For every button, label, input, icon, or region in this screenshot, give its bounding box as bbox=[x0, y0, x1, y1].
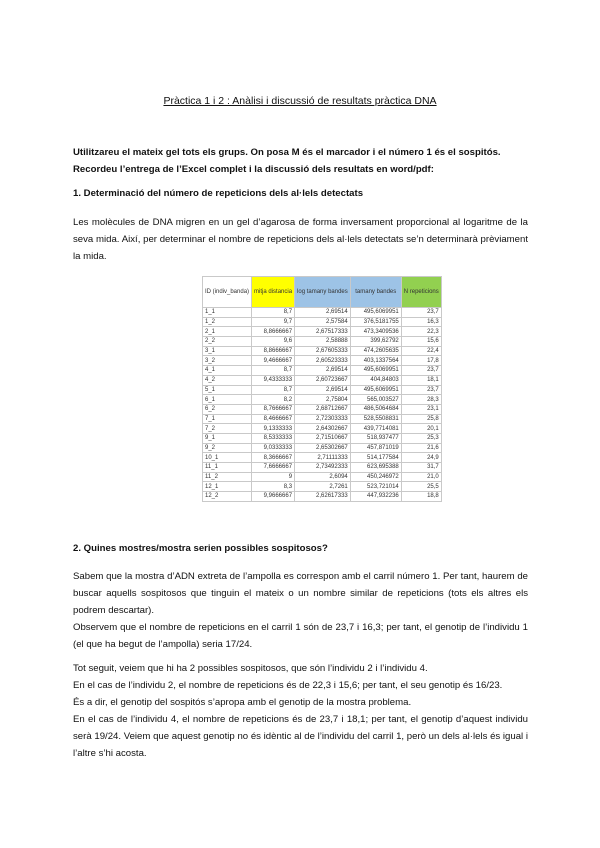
table-cell: 403,1337564 bbox=[350, 356, 401, 366]
table-cell: 15,6 bbox=[401, 337, 441, 347]
table-cell: 10_1 bbox=[203, 453, 252, 463]
table-cell: 473,3409536 bbox=[350, 327, 401, 337]
table-cell: 528,5508831 bbox=[350, 414, 401, 424]
table-row bbox=[203, 395, 442, 405]
table-cell: 9_2 bbox=[203, 443, 252, 453]
table-cell: 376,5181755 bbox=[350, 317, 401, 327]
table-row bbox=[203, 375, 442, 385]
table-cell: 1_2 bbox=[203, 317, 252, 327]
table-cell: 11_2 bbox=[203, 472, 252, 482]
table-cell: 2,60523333 bbox=[295, 356, 351, 366]
table-row bbox=[203, 346, 442, 356]
section-2-paragraph-5: En el cas de l’individu 4, el nombre de repeticions és de 23,7 i 18,1; per tant, el genotip d’aquest individu serà 19/24. Veiem que aquest genotip no és idèntic al de l’individu del carril 1, però un dels al·lels és igual i l’altre s’hi acosta. bbox=[73, 714, 528, 759]
table-row bbox=[203, 453, 442, 463]
table-cell: 8,5333333 bbox=[252, 433, 295, 443]
table-row bbox=[203, 472, 442, 482]
results-table bbox=[202, 276, 442, 502]
table-cell: 399,62792 bbox=[350, 337, 401, 347]
table-row bbox=[203, 463, 442, 473]
table-header-row bbox=[203, 277, 442, 308]
table-cell: 2,65302667 bbox=[295, 443, 351, 453]
table-cell: 565,003527 bbox=[350, 395, 401, 405]
table-cell: 523,721014 bbox=[350, 482, 401, 492]
table-row bbox=[203, 337, 442, 347]
table-cell: 24,9 bbox=[401, 453, 441, 463]
table-cell: 25,5 bbox=[401, 482, 441, 492]
section-2-paragraph-4a: En el cas de l’individu 2, el nombre de repeticions és de 22,3 i 15,6; per tant, el seu genotip és 16/23. bbox=[73, 680, 503, 691]
table-cell: 25,8 bbox=[401, 414, 441, 424]
section-1-heading: 1. Determinació del número de repeticions dels al·lels detectats bbox=[73, 188, 364, 199]
table-cell: 9,7 bbox=[252, 317, 295, 327]
table-cell: 22,4 bbox=[401, 346, 441, 356]
section-2-paragraph-3: Tot seguit, veiem que hi ha 2 possibles sospitosos, que són l’individu 2 i l’individu 4. bbox=[73, 663, 428, 674]
table-cell: 2,73492333 bbox=[295, 463, 351, 473]
table-body bbox=[203, 308, 442, 502]
table-cell: 18,1 bbox=[401, 375, 441, 385]
table-cell: 8,7 bbox=[252, 308, 295, 318]
section-2-paragraph-2: Observem que el nombre de repeticions en el carril 1 són de 23,7 i 16,3; per tant, el genotip de l’individu 1 (el que ha begut de l’ampolla) seria 17/24. bbox=[73, 622, 528, 650]
table-cell: 3_2 bbox=[203, 356, 252, 366]
table-cell: 2,64302667 bbox=[295, 424, 351, 434]
table-cell: 8,3 bbox=[252, 482, 295, 492]
table-cell: 2,71111333 bbox=[295, 453, 351, 463]
table-cell: 5_1 bbox=[203, 385, 252, 395]
table-cell: 23,1 bbox=[401, 404, 441, 414]
table-cell: 18,8 bbox=[401, 492, 441, 502]
table-cell: 6_1 bbox=[203, 395, 252, 405]
header-size: tamany bandes bbox=[350, 277, 401, 308]
table-row bbox=[203, 385, 442, 395]
section-2-paragraph-1: Sabem que la mostra d’ADN extreta de l’ampolla es correspon amb el carril número 1. Per tant, haurem de buscar aquells sospitosos que tinguin el mateix o un nombre similar de repeticions (tots els altres els podrem descartar). bbox=[73, 571, 528, 616]
table-cell: 2_1 bbox=[203, 327, 252, 337]
table-row bbox=[203, 308, 442, 318]
table-cell: 2,72303333 bbox=[295, 414, 351, 424]
table-cell: 2,6094 bbox=[295, 472, 351, 482]
table-cell: 12_1 bbox=[203, 482, 252, 492]
table-cell: 2,69514 bbox=[295, 385, 351, 395]
table-cell: 1_1 bbox=[203, 308, 252, 318]
table-cell: 2,58888 bbox=[295, 337, 351, 347]
table-cell: 7,6666667 bbox=[252, 463, 295, 473]
table-cell: 495,6069951 bbox=[350, 385, 401, 395]
table-cell: 9 bbox=[252, 472, 295, 482]
table-row bbox=[203, 317, 442, 327]
table-cell: 16,3 bbox=[401, 317, 441, 327]
table-cell: 7_2 bbox=[203, 424, 252, 434]
table-cell: 457,871019 bbox=[350, 443, 401, 453]
table-cell: 3_1 bbox=[203, 346, 252, 356]
table-cell: 11_1 bbox=[203, 463, 252, 473]
table-cell: 21,6 bbox=[401, 443, 441, 453]
table-cell: 4_1 bbox=[203, 366, 252, 376]
table-cell: 7_1 bbox=[203, 414, 252, 424]
table-cell: 23,7 bbox=[401, 366, 441, 376]
table-row bbox=[203, 492, 442, 502]
table-cell: 2_2 bbox=[203, 337, 252, 347]
table-cell: 8,4666667 bbox=[252, 414, 295, 424]
table-row bbox=[203, 404, 442, 414]
table-cell: 2,57584 bbox=[295, 317, 351, 327]
table-cell: 495,6069951 bbox=[350, 308, 401, 318]
table-cell: 8,8666667 bbox=[252, 327, 295, 337]
table-row bbox=[203, 356, 442, 366]
table-row bbox=[203, 482, 442, 492]
table-cell: 23,7 bbox=[401, 308, 441, 318]
table-cell: 2,60723667 bbox=[295, 375, 351, 385]
table-cell: 474,2605635 bbox=[350, 346, 401, 356]
table-cell: 17,8 bbox=[401, 356, 441, 366]
header-mean-distance: mitja distancia bbox=[252, 277, 295, 308]
table-cell: 9,4333333 bbox=[252, 375, 295, 385]
section-2-paragraph-4b: És a dir, el genotip del sospitós s’apropa amb el genotip de la mostra problema. bbox=[73, 697, 412, 708]
table-cell: 447,932236 bbox=[350, 492, 401, 502]
table-row bbox=[203, 414, 442, 424]
table-cell: 486,5064684 bbox=[350, 404, 401, 414]
intro-line-1: Utilitzareu el mateix gel tots els grups. On posa M és el marcador i el número 1 és el sospitós. bbox=[73, 147, 501, 158]
table-cell: 8,8666667 bbox=[252, 346, 295, 356]
table-cell: 514,177584 bbox=[350, 453, 401, 463]
table-cell: 2,67517333 bbox=[295, 327, 351, 337]
table-cell: 404,84803 bbox=[350, 375, 401, 385]
table-cell: 21,0 bbox=[401, 472, 441, 482]
header-id: ID (indiv_banda) bbox=[203, 277, 252, 308]
table-cell: 8,7666667 bbox=[252, 404, 295, 414]
table-cell: 439,7714081 bbox=[350, 424, 401, 434]
table-cell: 2,67605333 bbox=[295, 346, 351, 356]
table-cell: 495,6069951 bbox=[350, 366, 401, 376]
table-row bbox=[203, 433, 442, 443]
header-repeats: N repeticions bbox=[401, 277, 441, 308]
header-log-size: log tamany bandes bbox=[295, 277, 351, 308]
table-cell: 2,7261 bbox=[295, 482, 351, 492]
table-cell: 6_2 bbox=[203, 404, 252, 414]
table-cell: 9,6 bbox=[252, 337, 295, 347]
table-cell: 12_2 bbox=[203, 492, 252, 502]
table-cell: 623,695388 bbox=[350, 463, 401, 473]
page-title: Pràctica 1 i 2 : Anàlisi i discussió de resultats pràctica DNA bbox=[163, 95, 437, 107]
table-cell: 20,1 bbox=[401, 424, 441, 434]
table-cell: 8,2 bbox=[252, 395, 295, 405]
table-cell: 9,1333333 bbox=[252, 424, 295, 434]
section-1-paragraph: Les molècules de DNA migren en un gel d’agarosa de forma inversament proporcional al logaritme de la seva mida. Així, per determinar el nombre de repeticions dels al·lels detectats se’n determinarà prèviament la mida. bbox=[73, 217, 528, 262]
table-cell: 2,62617333 bbox=[295, 492, 351, 502]
section-2-heading: 2. Quines mostres/mostra serien possibles sospitosos? bbox=[73, 543, 328, 554]
table-cell: 2,69514 bbox=[295, 366, 351, 376]
table-cell: 2,71510667 bbox=[295, 433, 351, 443]
table-row bbox=[203, 424, 442, 434]
table-cell: 23,7 bbox=[401, 385, 441, 395]
table-cell: 8,7 bbox=[252, 385, 295, 395]
table-cell: 4_2 bbox=[203, 375, 252, 385]
table-cell: 28,3 bbox=[401, 395, 441, 405]
table-cell: 9,4666667 bbox=[252, 356, 295, 366]
table-cell: 2,69514 bbox=[295, 308, 351, 318]
intro-line-2: Recordeu l’entrega de l’Excel complet i la discussió dels resultats en word/pdf: bbox=[73, 164, 434, 175]
table-cell: 8,7 bbox=[252, 366, 295, 376]
table-cell: 22,3 bbox=[401, 327, 441, 337]
table-cell: 2,75804 bbox=[295, 395, 351, 405]
table-cell: 2,68712667 bbox=[295, 404, 351, 414]
table-cell: 25,3 bbox=[401, 433, 441, 443]
table-cell: 450,246972 bbox=[350, 472, 401, 482]
table-cell: 518,937477 bbox=[350, 433, 401, 443]
table-row bbox=[203, 327, 442, 337]
table-cell: 9,9666667 bbox=[252, 492, 295, 502]
table-cell: 9_1 bbox=[203, 433, 252, 443]
table-cell: 31,7 bbox=[401, 463, 441, 473]
table-row bbox=[203, 443, 442, 453]
table-cell: 8,3666667 bbox=[252, 453, 295, 463]
table-row bbox=[203, 366, 442, 376]
table-cell: 9,0333333 bbox=[252, 443, 295, 453]
